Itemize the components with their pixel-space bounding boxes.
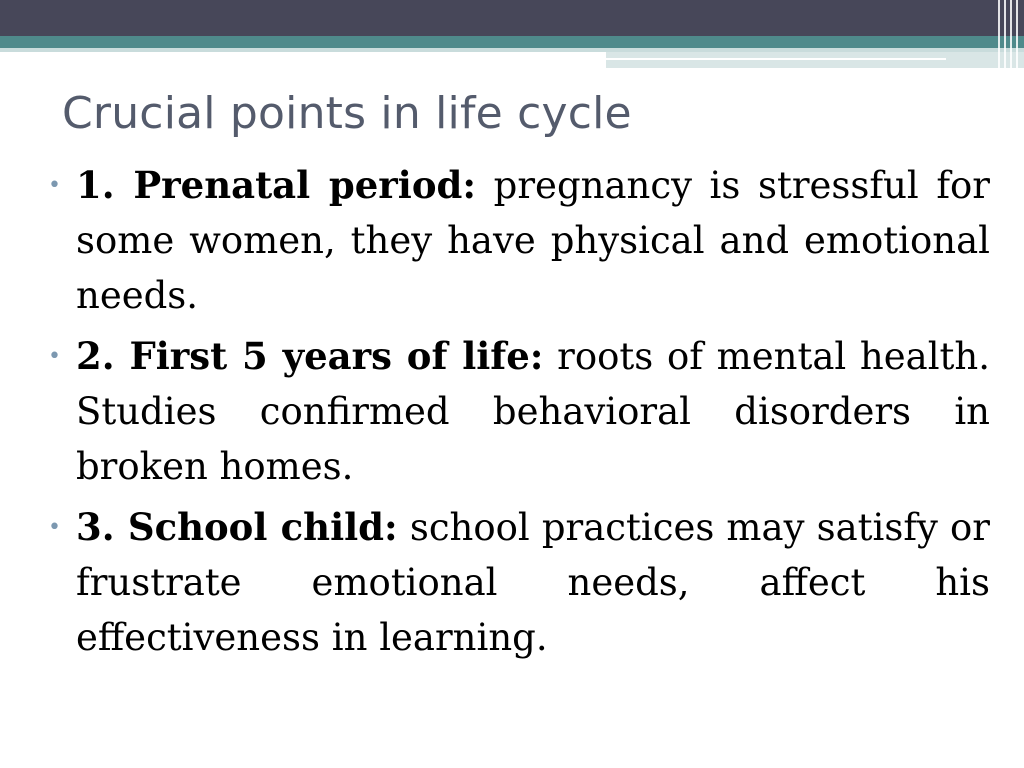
bullet-list (46, 158, 990, 671)
bullet-heading: 2. First 5 years of life: (76, 334, 544, 378)
bullet-text: school practices may satisfy or frustrate emotional needs, affect his effectiveness in learning. (76, 506, 990, 659)
bullet-dot-icon: • (48, 515, 61, 540)
bullet-dot-icon: • (48, 173, 61, 198)
header-band-dark (0, 0, 1024, 36)
header-accent-bar (606, 52, 1024, 68)
bullet-heading: 3. School child: (76, 505, 398, 549)
header-accent-line (606, 58, 946, 60)
slide-title: Crucial points in life cycle (62, 88, 632, 139)
header-band-teal (0, 36, 1024, 48)
bullet-item-school-child (46, 500, 990, 665)
bullet-text: roots of mental health. Studies confirmed behavioral disorders in broken homes. (76, 335, 991, 488)
bullet-text: pregnancy is stressful for some women, they have physical and emotional needs. (76, 164, 990, 317)
bullet-item-first-five-years (46, 329, 990, 494)
bullet-dot-icon: • (48, 344, 61, 369)
bullet-item-prenatal (46, 158, 990, 323)
bullet-heading: 1. Prenatal period: (76, 163, 477, 207)
header-vertical-lines (994, 0, 1024, 68)
